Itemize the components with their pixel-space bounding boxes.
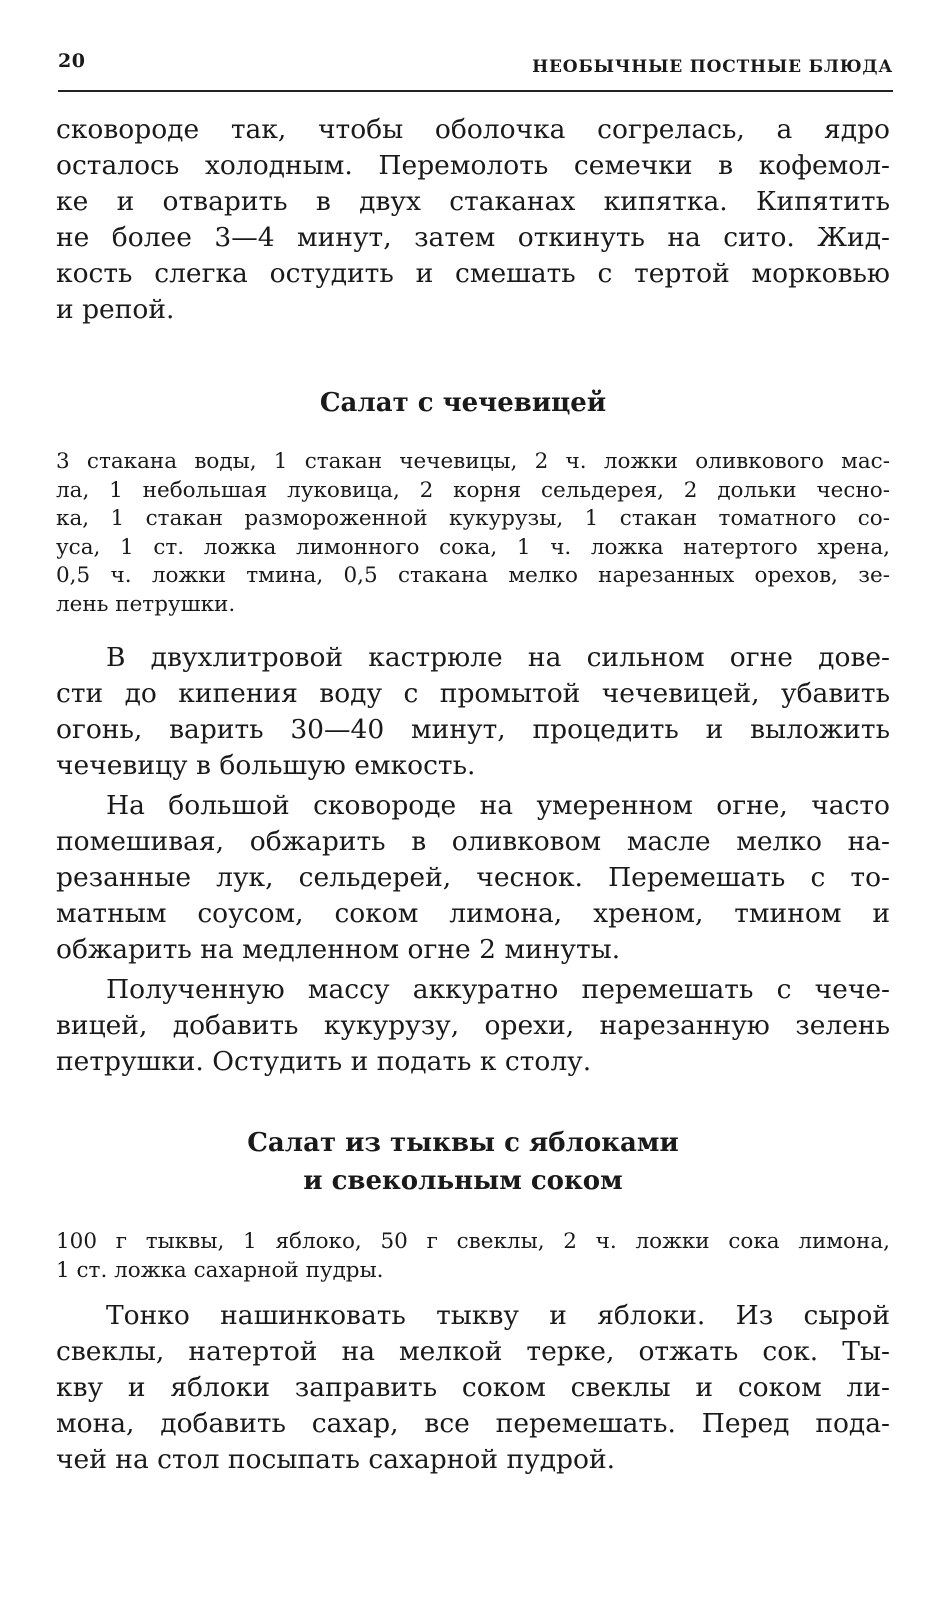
- text-line: Полученную массу аккуратно перемешать с чече-: [106, 974, 890, 1005]
- instruction-paragraph: [56, 788, 890, 968]
- ingredient-line: уса, 1 ст. ложка лимонного сока, 1 ч. ложка натертого хрена,: [56, 534, 890, 560]
- instruction-paragraph: [56, 640, 890, 784]
- recipe-title-line: и свекольным соком: [303, 1166, 623, 1196]
- text-line: кву и яблоки заправить соком свеклы и соком ли-: [56, 1372, 890, 1403]
- recipe-ingredients: [56, 1228, 890, 1285]
- text-line: кость слегка остудить и смешать с тертой морковью: [56, 258, 890, 289]
- recipe-title-line: Салат из тыквы с яблоками: [247, 1128, 679, 1158]
- text-line: и репой.: [56, 294, 175, 325]
- text-line: помешивая, обжарить в оливковом масле мелко на-: [56, 826, 890, 857]
- page-header: [58, 46, 893, 92]
- text-line: матным соусом, соком лимона, хреном, тмином и: [56, 898, 890, 929]
- intro-paragraph: [56, 112, 890, 328]
- text-line: чечевицу в большую емкость.: [56, 750, 476, 781]
- text-line: сковороде так, чтобы оболочка согрелась, а ядро: [56, 114, 890, 145]
- recipe-ingredients: [56, 448, 890, 619]
- ingredient-line: ка, 1 стакан размороженной кукурузы, 1 стакан томатного со-: [56, 506, 890, 531]
- text-line: ке и отварить в двух стаканах кипятка. Кипятить: [56, 186, 890, 217]
- recipe-instructions: [56, 1298, 890, 1478]
- text-line: свеклы, натертой на мелкой терке, отжать сок. Ты-: [56, 1336, 890, 1367]
- instruction-paragraph: [56, 972, 890, 1080]
- recipe-title: Салат с чечевицей: [319, 388, 607, 418]
- text-line: На большой сковороде на умеренном огне, часто: [106, 790, 890, 821]
- text-line: чей на стол посыпать сахарной пудрой.: [56, 1444, 616, 1475]
- ingredient-line: лень петрушки.: [56, 591, 236, 617]
- recipe-instructions: [56, 640, 890, 1080]
- ingredient-line: 3 стакана воды, 1 стакан чечевицы, 2 ч. ложки оливкового мас-: [56, 449, 890, 474]
- ingredient-line: ла, 1 небольшая луковица, 2 корня сельдерея, 2 дольки чесно-: [56, 477, 890, 503]
- text-line: осталось холодным. Перемолоть семечки в кофемол-: [56, 150, 890, 181]
- text-line: Тонко нашинковать тыкву и яблоки. Из сырой: [106, 1300, 890, 1331]
- text-line: сти до кипения воду с промытой чечевицей, убавить: [56, 678, 890, 709]
- recipe-title: [0, 1124, 926, 1200]
- running-title: НЕОБЫЧНЫЕ ПОСТНЫЕ БЛЮДА: [532, 57, 893, 77]
- text-line: вицей, добавить кукурузу, орехи, нарезанную зелень: [56, 1010, 890, 1041]
- text-line: огонь, варить 30—40 минут, процедить и выложить: [56, 714, 890, 745]
- ingredient-line: 100 г тыквы, 1 яблоко, 50 г свеклы, 2 ч. ложки сока лимона,: [56, 1229, 890, 1254]
- text-line: обжарить на медленном огне 2 минуты.: [56, 934, 621, 965]
- text-line: не более 3—4 минут, затем откинуть на сито. Жид-: [56, 222, 890, 253]
- text-line: мона, добавить сахар, все перемешать. Перед пода-: [56, 1408, 890, 1439]
- text-line: петрушки. Остудить и подать к столу.: [56, 1046, 592, 1077]
- text-line: В двухлитровой кастрюле на сильном огне дове-: [106, 642, 890, 673]
- page-number: 20: [58, 50, 86, 72]
- ingredient-line: 0,5 ч. ложки тмина, 0,5 стакана мелко нарезанных орехов, зе-: [56, 563, 890, 588]
- ingredient-line: 1 ст. ложка сахарной пудры.: [56, 1257, 384, 1283]
- text-line: резанные лук, сельдерей, чеснок. Перемешать с то-: [56, 862, 890, 893]
